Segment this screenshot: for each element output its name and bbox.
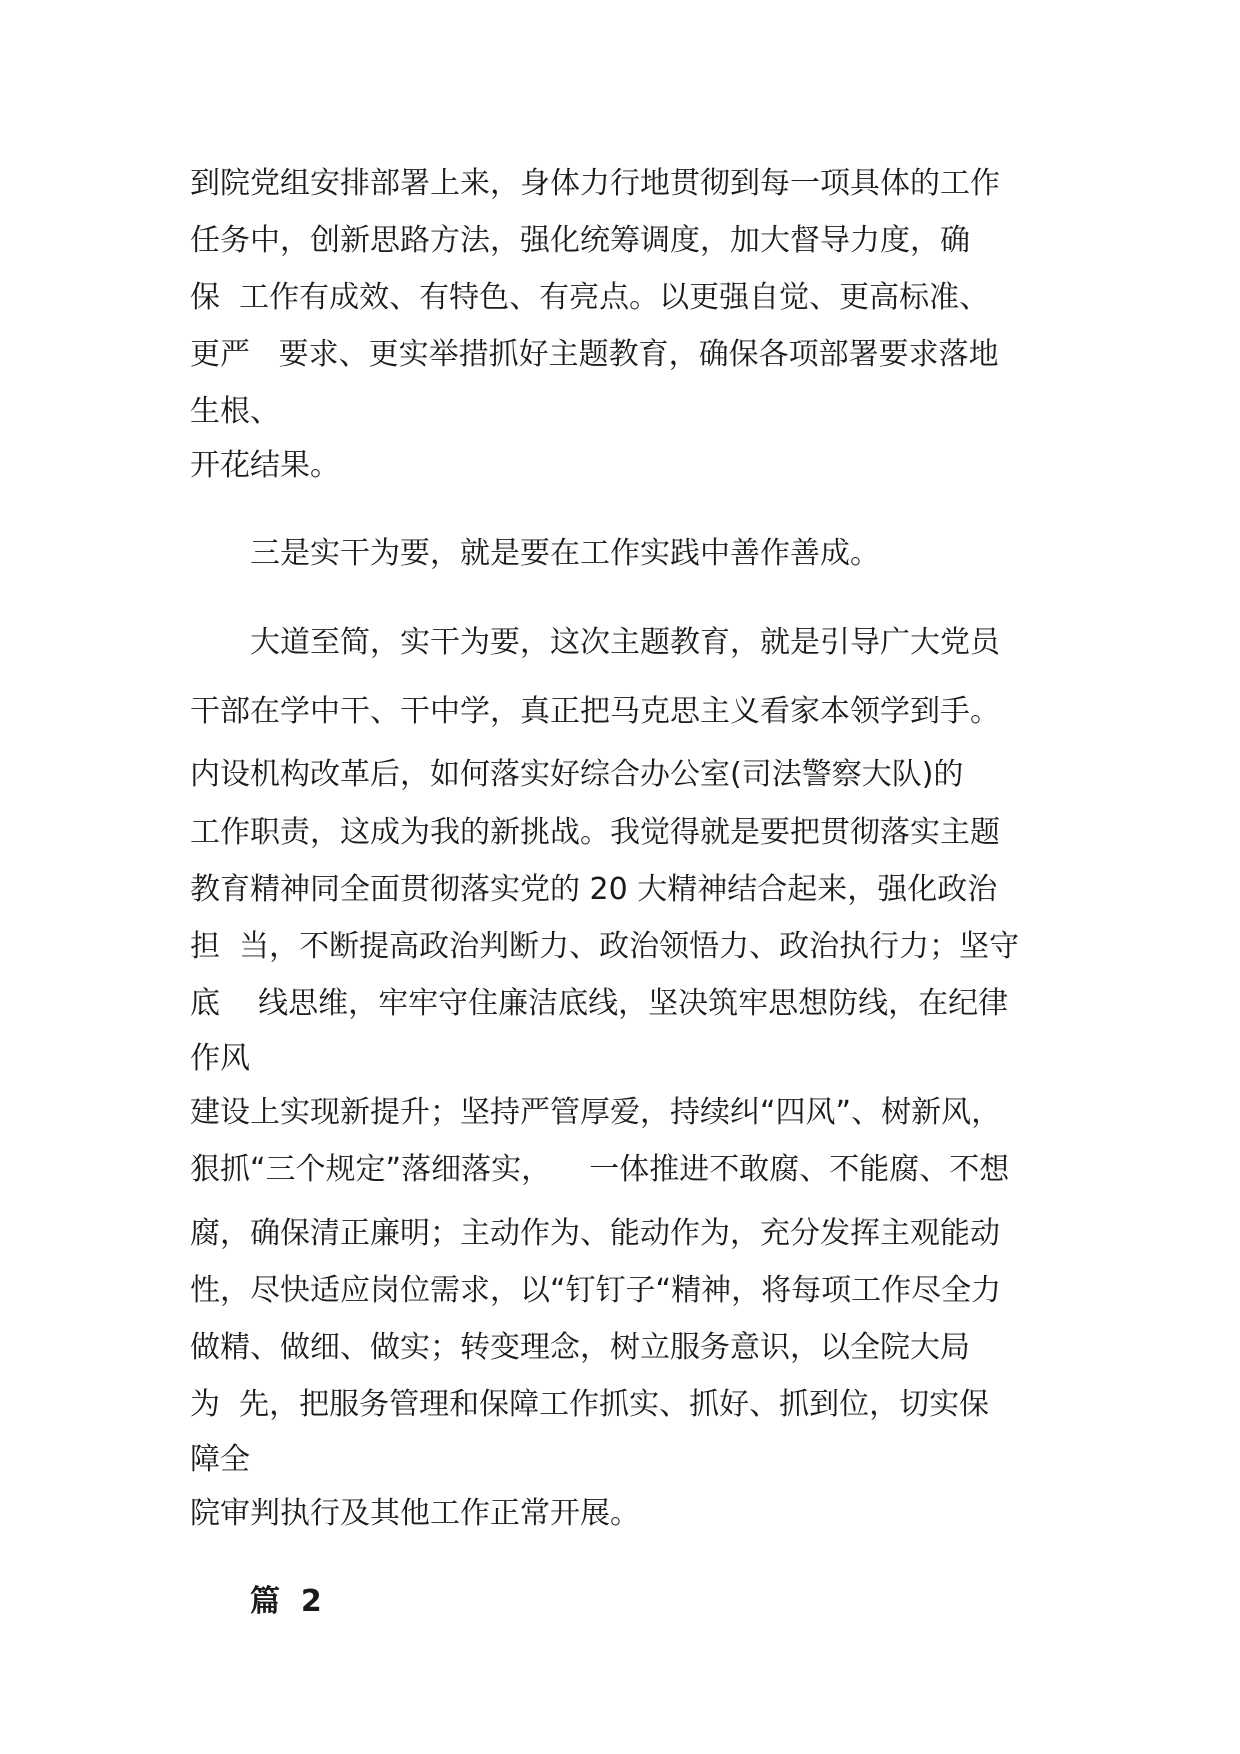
paragraph-line: 任务中，创新思路方法，强化统筹调度，加大督导力度，确: [190, 223, 970, 258]
paragraph-line: 教育精神同全面贯彻落实党的 20 大精神结合起来，强化政治: [190, 872, 998, 907]
paragraph-line: 内设机构改革后，如何落实好综合办公室(司法警察大队)的: [190, 757, 964, 792]
paragraph-line: 做精、做细、做实；转变理念，树立服务意识，以全院大局: [190, 1330, 970, 1365]
paragraph-line: 建设上实现新提升；坚持严管厚爱，持续纠“四风”、树新风，: [190, 1095, 1002, 1130]
section-heading: 篇 2: [250, 1584, 322, 1619]
paragraph-line: 生根、: [190, 394, 280, 429]
paragraph-line: 到院党组安排部署上来，身体力行地贯彻到每一项具体的工作: [190, 166, 1000, 201]
paragraph-line: 性，尽快适应岗位需求，以“钉钉子“精神，将每项工作尽全力: [190, 1273, 1002, 1308]
paragraph-line: 大道至简，实干为要，这次主题教育，就是引导广大党员: [250, 625, 1000, 660]
paragraph-line: 狠抓“三个规定”落细落实， 一体推进不敢腐、不能腐、不想: [190, 1152, 1010, 1187]
paragraph-line: 更严 要求、更实举措抓好主题教育，确保各项部署要求落地: [190, 337, 999, 372]
paragraph-line: 障全: [190, 1442, 250, 1477]
paragraph-line: 工作职责，这成为我的新挑战。我觉得就是要把贯彻落实主题: [190, 815, 1000, 850]
paragraph-line: 开花结果。: [190, 448, 340, 483]
paragraph-line: 保 工作有成效、有特色、有亮点。以更强自觉、更高标准、: [190, 280, 990, 315]
paragraph-line: 干部在学中干、干中学，真正把马克思主义看家本领学到手。: [190, 694, 1000, 729]
paragraph-line: 作风: [190, 1041, 250, 1076]
paragraph-line: 担 当，不断提高政治判断力、政治领悟力、政治执行力；坚守: [190, 929, 1020, 964]
paragraph-line: 院审判执行及其他工作正常开展。: [190, 1496, 640, 1531]
paragraph-line: 底 线思维，牢牢守住廉洁底线，坚决筑牢思想防线，在纪律: [190, 986, 1009, 1021]
paragraph-line: 腐，确保清正廉明；主动作为、能动作为，充分发挥主观能动: [190, 1216, 1000, 1251]
paragraph-line: 为 先，把服务管理和保障工作抓实、抓好、抓到位，切实保: [190, 1387, 990, 1422]
paragraph-line: 三是实干为要，就是要在工作实践中善作善成。: [250, 536, 880, 571]
